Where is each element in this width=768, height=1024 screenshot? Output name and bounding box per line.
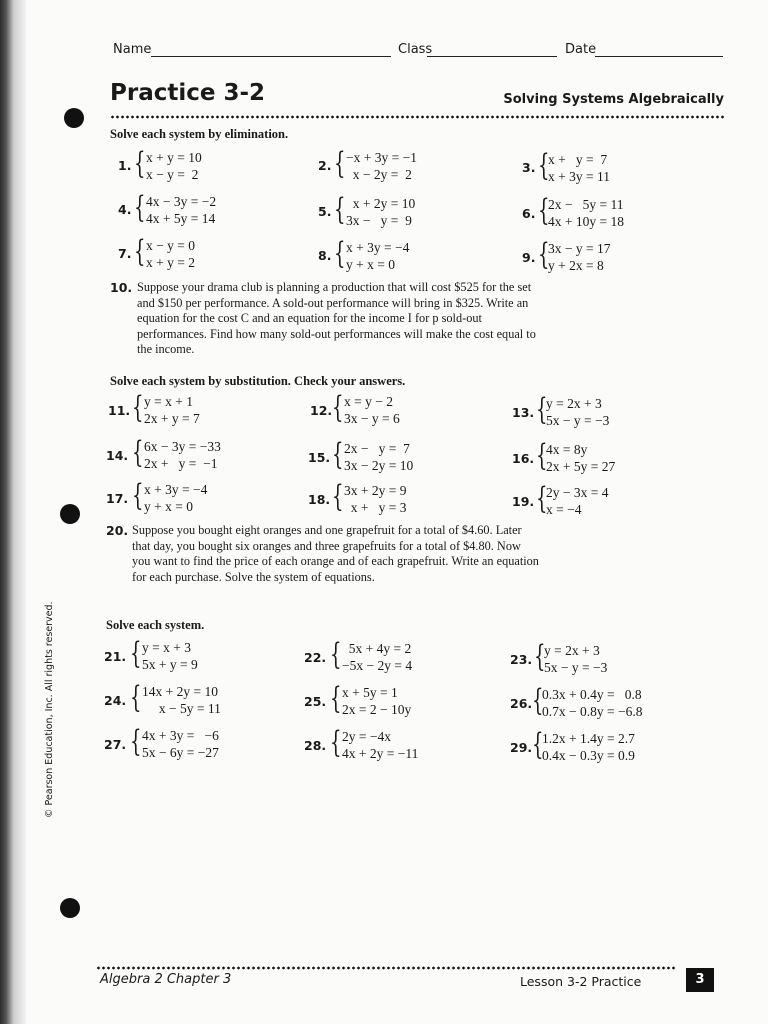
equation-line: 3x + 2y = 9 <box>344 483 407 498</box>
equation-line: x + y = 3 <box>344 500 407 515</box>
page-subtitle: Solving Systems Algebraically <box>503 92 724 107</box>
equation-line: y = x + 1 <box>144 394 193 409</box>
equation-line: 4x = 8y <box>546 442 588 457</box>
problem-number: 6. <box>522 206 536 221</box>
brace: { <box>132 390 144 425</box>
problem-number: 29. <box>510 740 533 755</box>
problem-number: 10. <box>110 280 133 295</box>
equation-line: 2x + y = 7 <box>144 411 200 426</box>
brace: { <box>130 724 142 759</box>
footer-dotted-rule <box>96 966 676 970</box>
equation-line: 2x = 2 − 10y <box>342 702 412 717</box>
equation-line: 0.3x + 0.4y = 0.8 <box>542 687 642 702</box>
equation-line: 2x − y = 7 <box>344 441 410 456</box>
brace: { <box>334 192 346 227</box>
equation-line: 5x − 6y = −27 <box>142 745 219 760</box>
equation-line: −5x − 2y = 4 <box>342 658 413 673</box>
brace: { <box>536 392 548 427</box>
class-field[interactable] <box>427 56 557 57</box>
equation-line: 3x − y = 9 <box>346 213 412 228</box>
brace: { <box>130 680 142 715</box>
scan-binding-edge <box>0 0 26 1024</box>
brace: { <box>332 479 344 514</box>
problem-number: 26. <box>510 696 533 711</box>
brace: { <box>132 478 144 513</box>
equation-line: 2x + 5y = 27 <box>546 459 616 474</box>
problem-number: 27. <box>104 737 127 752</box>
brace: { <box>332 390 344 425</box>
brace: { <box>132 435 144 470</box>
punch-hole <box>60 504 80 524</box>
problem-number: 9. <box>522 250 536 265</box>
equation-line: 4x − 3y = −2 <box>146 194 217 209</box>
problem-number: 1. <box>118 158 132 173</box>
dotted-rule <box>110 115 725 119</box>
equation-line: x − y = 2 <box>146 167 199 182</box>
equation-line: 6x − 3y = −33 <box>144 439 221 454</box>
problem-number: 12. <box>310 403 333 418</box>
class-label: Class <box>398 42 433 57</box>
equation-line: 5x − y = −3 <box>544 660 608 675</box>
word-problem-text: Suppose you bought eight oranges and one grapefruit for a total of $4.60. Later that day, you bought six oranges and three grapefruits for a total of $4.80. Now you want to find the price of each orange and of each grapefruit. Write an equation for each purchase. Solve the system of equations. <box>132 523 539 584</box>
problem-number: 17. <box>106 491 129 506</box>
equation-line: x + 3y = 11 <box>548 169 610 184</box>
problem-number: 24. <box>104 693 127 708</box>
brace: { <box>334 146 346 181</box>
footer-book-title: Algebra 2 Chapter 3 <box>100 972 232 987</box>
brace: { <box>538 148 550 183</box>
equation-line: x + 2y = 10 <box>346 196 416 211</box>
problem-number: 11. <box>108 403 131 418</box>
equation-line: x + y = 10 <box>146 150 202 165</box>
problem-number: 22. <box>304 650 327 665</box>
problem-number: 19. <box>512 494 535 509</box>
equation-line: x = −4 <box>546 502 582 517</box>
brace: { <box>538 237 550 272</box>
equation-line: x + 5y = 1 <box>342 685 398 700</box>
problem-number: 23. <box>510 652 533 667</box>
brace: { <box>330 725 342 760</box>
brace: { <box>330 637 342 672</box>
equation-line: 2x − 5y = 11 <box>548 197 624 212</box>
problem-number: 25. <box>304 694 327 709</box>
equation-line: 5x + y = 9 <box>142 657 198 672</box>
copyright-notice: © Pearson Education, Inc. All rights reserved. <box>44 601 55 818</box>
brace: { <box>538 193 550 228</box>
equation-line: x = y − 2 <box>344 394 393 409</box>
brace: { <box>334 236 346 271</box>
equation-line: x − 2y = 2 <box>346 167 412 182</box>
brace: { <box>330 681 342 716</box>
equation-line: 4x + 5y = 14 <box>146 211 216 226</box>
equation-line: y + x = 0 <box>346 257 395 272</box>
equation-line: y = x + 3 <box>142 640 191 655</box>
problem-number: 15. <box>308 450 331 465</box>
problem-number: 7. <box>118 246 132 261</box>
problem-number: 28. <box>304 738 327 753</box>
equation-line: y + x = 0 <box>144 499 193 514</box>
brace: { <box>134 146 146 181</box>
equation-line: x + y = 2 <box>146 255 195 270</box>
section-heading-substitution: Solve each system by substitution. Check your answers. <box>110 374 406 388</box>
brace: { <box>532 727 544 762</box>
problem-number: 20. <box>106 523 129 538</box>
equation-line: 3x − 2y = 10 <box>344 458 414 473</box>
problem-number: 16. <box>512 451 535 466</box>
brace: { <box>532 683 544 718</box>
problem-number: 8. <box>318 248 332 263</box>
problem-number: 14. <box>106 448 129 463</box>
punch-hole <box>64 108 84 128</box>
equation-line: y = 2x + 3 <box>544 643 600 658</box>
problem-number: 3. <box>522 160 536 175</box>
punch-hole <box>60 898 80 918</box>
equation-line: 2y − 3x = 4 <box>546 485 609 500</box>
brace: { <box>332 437 344 472</box>
section-heading-elimination: Solve each system by elimination. <box>110 127 289 141</box>
problem-number: 4. <box>118 202 132 217</box>
equation-line: 2y = −4x <box>342 729 391 744</box>
problem-number: 5. <box>318 204 332 219</box>
brace: { <box>134 234 146 269</box>
equation-line: 1.2x + 1.4y = 2.7 <box>542 731 635 746</box>
equation-line: 5x + 4y = 2 <box>342 641 412 656</box>
problem-number: 13. <box>512 405 535 420</box>
date-label: Date <box>565 42 597 57</box>
equation-line: x + y = 7 <box>548 152 608 167</box>
name-field[interactable] <box>151 56 391 57</box>
equation-line: 4x + 2y = −11 <box>342 746 419 761</box>
equation-line: 2x + y = −1 <box>144 456 218 471</box>
equation-line: x + 3y = −4 <box>346 240 410 255</box>
section-heading-solve-each: Solve each system. <box>106 618 205 632</box>
brace: { <box>536 481 548 516</box>
brace: { <box>536 438 548 473</box>
problem-number: 2. <box>318 158 332 173</box>
equation-line: 5x − y = −3 <box>546 413 610 428</box>
equation-line: 3x − y = 17 <box>548 241 611 256</box>
date-field[interactable] <box>595 56 723 57</box>
equation-line: x − y = 0 <box>146 238 195 253</box>
word-problem-text: Suppose your drama club is planning a production that will cost $525 for the set and $150 per performance. A sold-out performance will bring in $325. Write an equation for the cost C and an equation for the income I for p sold-out performances. Find how many sold-out performances will make the cost equal to the income. <box>137 280 536 356</box>
equation-line: −x + 3y = −1 <box>346 150 417 165</box>
equation-line: 3x − y = 6 <box>344 411 400 426</box>
equation-line: x + 3y = −4 <box>144 482 208 497</box>
brace: { <box>130 636 142 671</box>
page-title: Practice 3-2 <box>110 80 266 106</box>
name-label: Name <box>113 42 152 57</box>
equation-line: 4x + 10y = 18 <box>548 214 624 229</box>
equation-line: 4x + 3y = −6 <box>142 728 219 743</box>
equation-line: 14x + 2y = 10 <box>142 684 218 699</box>
problem-number: 21. <box>104 649 127 664</box>
equation-line: y + 2x = 8 <box>548 258 604 273</box>
equation-line: x − 5y = 11 <box>142 701 221 716</box>
page-number: 3 <box>686 968 714 992</box>
brace: { <box>134 190 146 225</box>
brace: { <box>534 639 546 674</box>
equation-line: y = 2x + 3 <box>546 396 602 411</box>
footer-lesson: Lesson 3-2 Practice <box>520 974 642 989</box>
equation-line: 0.4x − 0.3y = 0.9 <box>542 748 635 763</box>
problem-number: 18. <box>308 492 331 507</box>
equation-line: 0.7x − 0.8y = −6.8 <box>542 704 643 719</box>
